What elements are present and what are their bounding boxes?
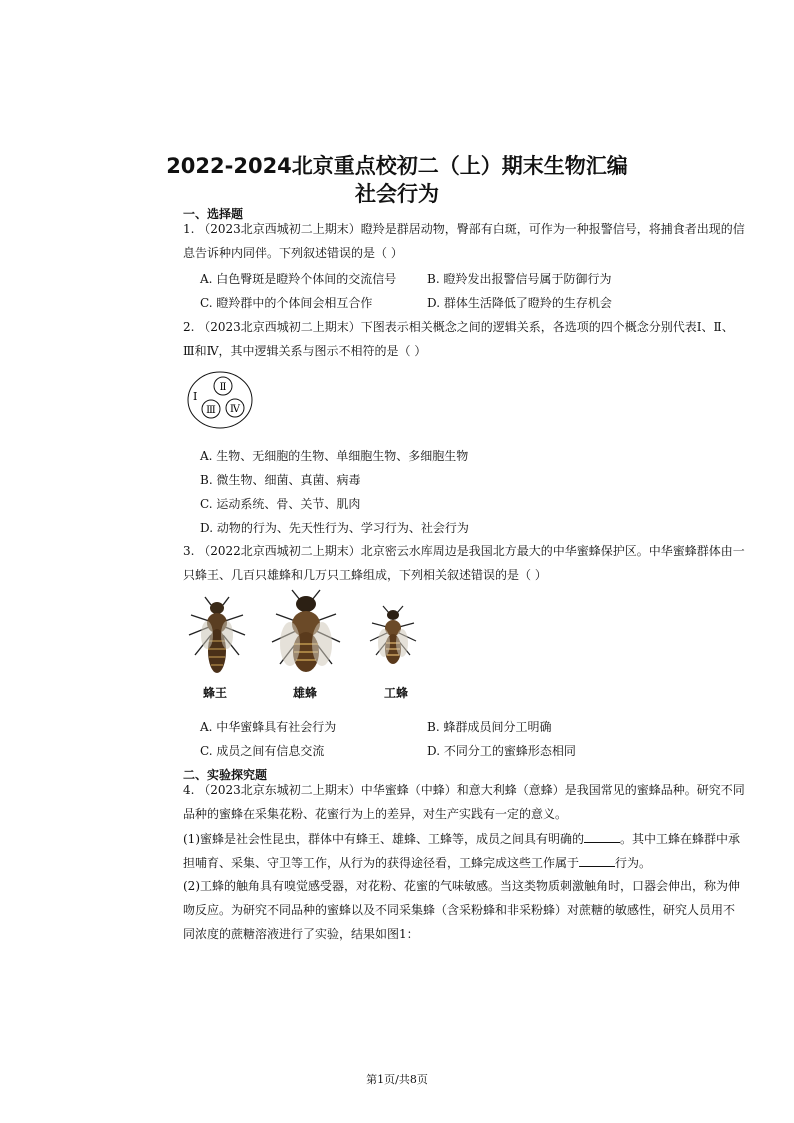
section-choice-heading: 一、选择题: [183, 207, 244, 221]
q1-option-d: D. 群体生活降低了瞪羚的生存机会: [427, 296, 612, 310]
q2-option-b: B. 微生物、细菌、真菌、病毒: [200, 473, 361, 487]
section-experiment-heading: 二、实验探究题: [183, 768, 268, 782]
page-footer: 第1页/共8页: [366, 1073, 428, 1086]
bee-label-drone: 雄蜂: [293, 686, 318, 700]
worker-bee-image: [366, 605, 420, 669]
q4-stem-line2: 品种的蜜蜂在采集花粉、花蜜行为上的差异，对生产实践有一定的意义。: [183, 807, 568, 821]
page-subtitle: 社会行为: [355, 182, 439, 206]
page-title: 2022-2024北京重点校初二（上）期末生物汇编: [166, 154, 628, 178]
q2-option-d: D. 动物的行为、先天性行为、学习行为、社会行为: [200, 521, 469, 535]
q4-part1-line1: (1)蜜蜂是社会性昆虫，群体中有蜂王、雄蜂、工蜂等，成员之间具有明确的 。其中工蜂在蜂群中承: [183, 832, 741, 846]
q1-option-a: A. 白色臀斑是瞪羚个体间的交流信号: [200, 272, 397, 286]
q1-stem-line2: 息告诉种内同伴。下列叙述错误的是（ ）: [183, 246, 403, 260]
label-i: Ⅰ: [193, 390, 198, 403]
q4-part2-line3: 同浓度的蔗糖溶液进行了实验，结果如图1：: [183, 927, 419, 941]
q4-part2-line2: 吻反应。为研究不同品种的蜜蜂以及不同采集蜂（含采粉蜂和非采粉蜂）对蔗糖的敏感性，研究人员用不: [183, 903, 736, 917]
q3-stem-line2: 只蜂王、几百只雄蜂和几万只工蜂组成，下列相关叙述错误的是（ ）: [183, 568, 547, 582]
queen-bee-image: [185, 595, 249, 679]
label-ii: Ⅱ: [219, 382, 227, 393]
q3-option-b: B. 蜂群成员间分工明确: [427, 720, 552, 734]
q3-stem-line1: 3. （2022北京西城初二上期末）北京密云水库周边是我国北方最大的中华蜜蜂保护区。中华蜜蜂群体由一: [183, 544, 745, 558]
q3-option-c: C. 成员之间有信息交流: [200, 744, 325, 758]
q2-option-c: C. 运动系统、骨、关节、肌肉: [200, 497, 361, 511]
bee-label-worker: 工蜂: [384, 686, 409, 700]
bee-label-queen: 蜂王: [203, 686, 228, 700]
q2-option-a: A. 生物、无细胞的生物、单细胞生物、多细胞生物: [200, 449, 469, 463]
circle-i: [188, 372, 252, 428]
q1-option-c: C. 瞪羚群中的个体间会相互合作: [200, 296, 373, 310]
concept-venn-diagram: [186, 370, 254, 430]
q4-part1-line2: 担哺育、采集、守卫等工作，从行为的获得途径看，工蜂完成这些工作属于 行为。: [183, 856, 652, 870]
drone-bee-image: [266, 588, 346, 680]
label-iii: Ⅲ: [206, 405, 216, 416]
answer-blank-1[interactable]: [584, 830, 620, 843]
q3-option-d: D. 不同分工的蜜蜂形态相同: [427, 744, 576, 758]
q1-option-b: B. 瞪羚发出报警信号属于防御行为: [427, 272, 612, 286]
q1-stem-line1: 1. （2023北京西城初二上期末）瞪羚是群居动物，臀部有白斑，可作为一种报警信号，将捕食者出现的信: [183, 222, 745, 236]
answer-blank-2[interactable]: [579, 854, 615, 867]
q3-option-a: A. 中华蜜蜂具有社会行为: [200, 720, 337, 734]
q4-part2-line1: (2)工蜂的触角具有嗅觉感受器，对花粉、花蜜的气味敏感。当这类物质刺激触角时，口器会伸出，称为伸: [183, 879, 741, 893]
label-iv: Ⅳ: [230, 404, 240, 415]
q2-stem-line2: Ⅲ和Ⅳ，其中逻辑关系与图示不相符的是（ ）: [183, 344, 427, 358]
q4-stem-line1: 4. （2023北京东城初二上期末）中华蜜蜂（中蜂）和意大利蜂（意蜂）是我国常见的蜜蜂品种。研究不同: [183, 783, 745, 797]
q2-stem-line1: 2. （2023北京西城初二上期末）下图表示相关概念之间的逻辑关系，各选项的四个概念分别代表Ⅰ、Ⅱ、: [183, 320, 734, 334]
